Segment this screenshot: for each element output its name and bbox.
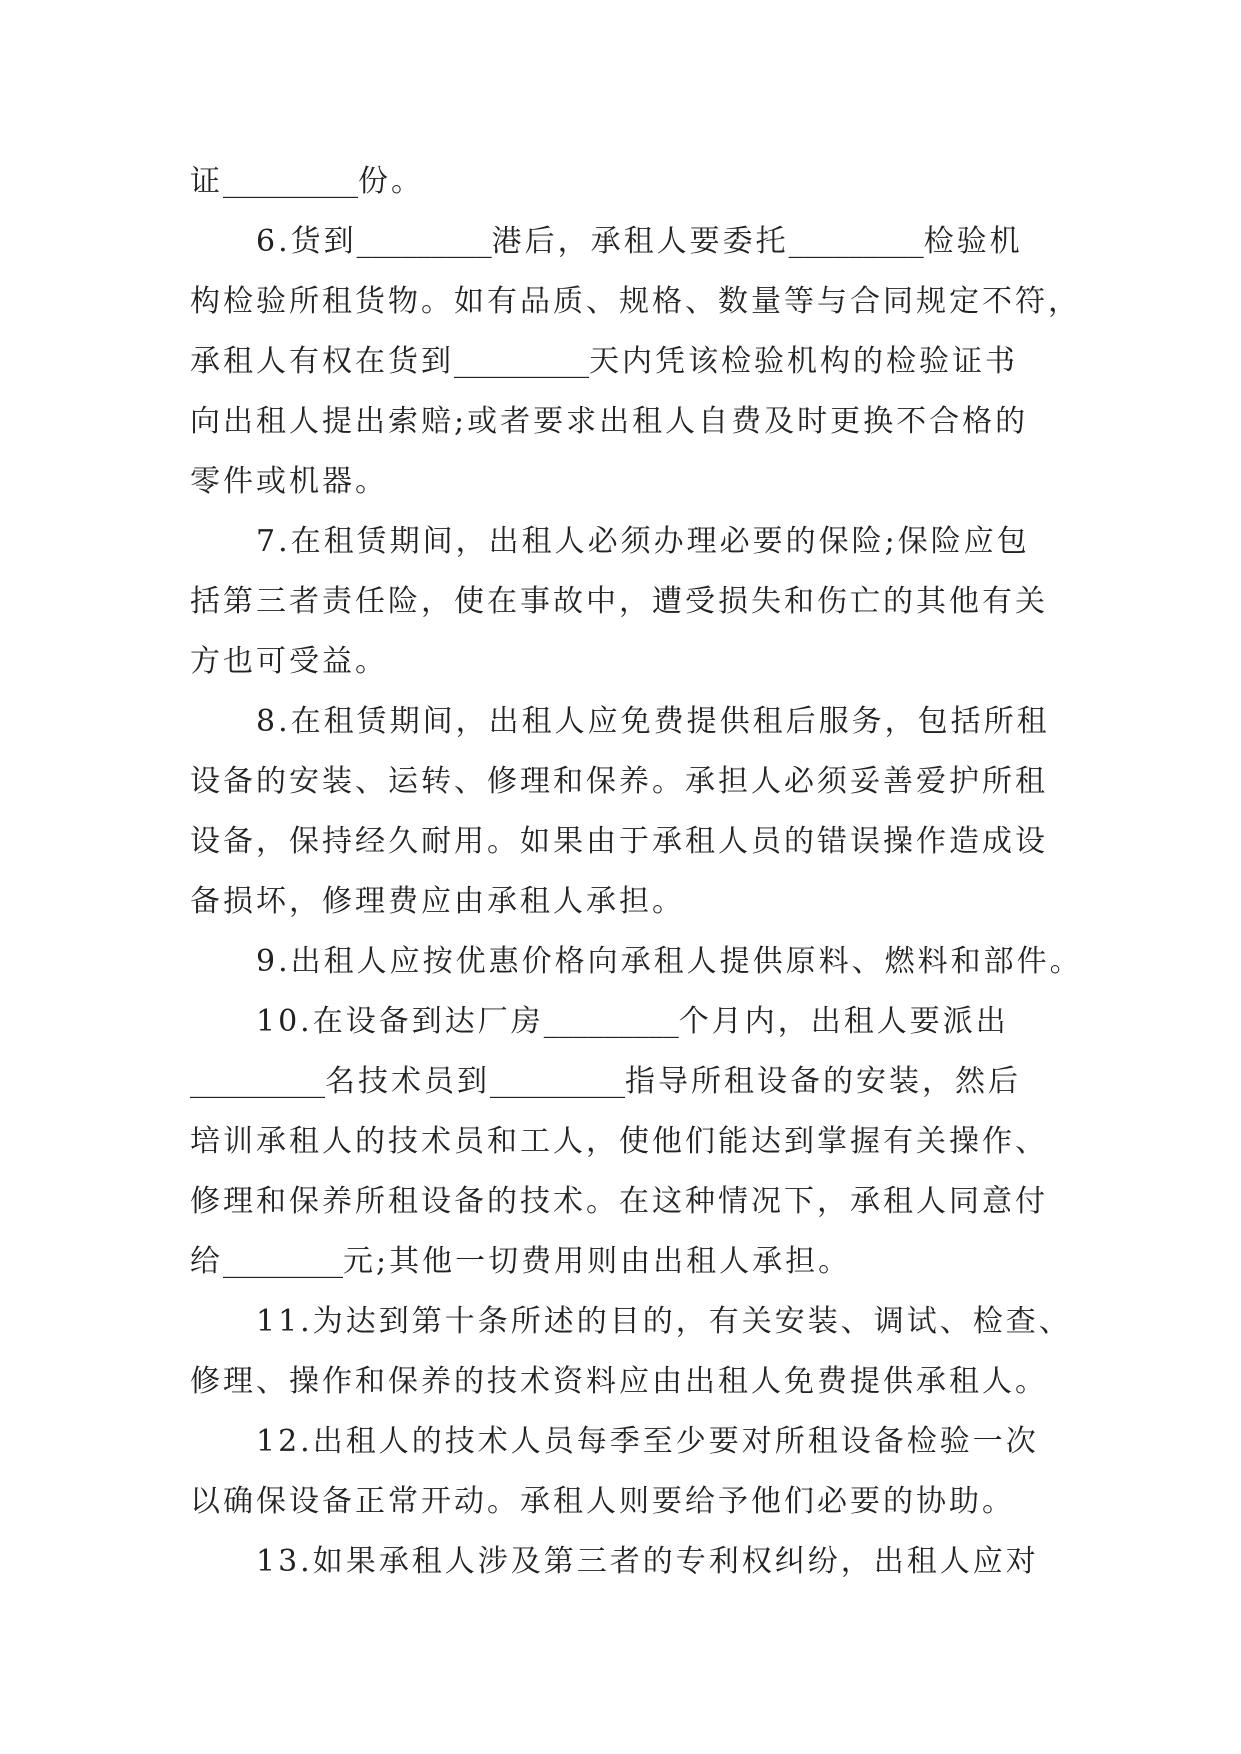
paragraph-continued	[190, 152, 1090, 212]
clause-7	[190, 512, 1090, 692]
text-line: 11.为达到第十条所述的目的，有关安装、调试、检查、	[256, 1304, 1072, 1339]
fill-in-blank: _________	[190, 1064, 325, 1099]
fill-in-blank: _________	[454, 344, 589, 379]
text-line: 10.在设备到达厂房_________个月内，出租人要派出	[256, 1004, 1009, 1039]
text-line: 括第三者责任险，使在事故中，遭受损失和伤亡的其他有关	[190, 584, 1048, 619]
text-line: 12.出租人的技术人员每季至少要对所租设备检验一次	[256, 1424, 1039, 1459]
text-line: 方也可受益。	[190, 644, 388, 679]
clause-9	[190, 932, 1090, 992]
fill-in-blank: ________	[223, 1244, 343, 1279]
text-line: 备损坏，修理费应由承租人承担。	[190, 884, 685, 919]
text-line: 设备的安装、运转、修理和保养。承担人必须妥善爱护所租	[190, 764, 1048, 799]
text-line: 零件或机器。	[190, 464, 388, 499]
text-line: 设备，保持经久耐用。如果由于承租人员的错误操作造成设	[190, 824, 1048, 859]
text-line: 8.在租赁期间，出租人应免费提供租后服务，包括所租	[256, 704, 1050, 739]
fill-in-blank: _________	[788, 224, 924, 259]
text-line: 承租人有权在货到_________天内凭该检验机构的检验证书	[190, 344, 1018, 379]
text-line: 修理和保养所租设备的技术。在这种情况下，承租人同意付	[190, 1184, 1048, 1219]
text-line: 给________元;其他一切费用则由出租人承担。	[190, 1244, 852, 1279]
text-line: 向出租人提出索赔;或者要求出租人自费及时更换不合格的	[190, 404, 1029, 439]
text-line: _________名技术员到_________指导所租设备的安装，然后	[190, 1064, 1021, 1099]
text-line: 修理、操作和保养的技术资料应由出租人免费提供承租人。	[190, 1364, 1048, 1399]
text-line: 13.如果承租人涉及第三者的专利权纠纷，出租人应对	[256, 1544, 1039, 1579]
clause-11	[190, 1292, 1090, 1412]
clause-6	[190, 212, 1090, 512]
fill-in-blank: _________	[490, 1064, 625, 1099]
text-line: 9.出租人应按优惠价格向承租人提供原料、燃料和部件。	[256, 944, 1083, 979]
fill-in-blank: _________	[223, 164, 358, 199]
document-body	[190, 152, 1090, 1592]
text-line: 6.货到_________港后，承租人要委托_________检验机	[256, 224, 1023, 259]
text-line: 证_________份。	[190, 164, 424, 199]
clause-8	[190, 692, 1090, 932]
text-line: 构检验所租货物。如有品质、规格、数量等与合同规定不符，	[190, 284, 1081, 319]
text-line: 以确保设备正常开动。承租人则要给予他们必要的协助。	[190, 1484, 1015, 1519]
clause-10	[190, 992, 1090, 1292]
text-line: 7.在租赁期间，出租人必须办理必要的保险;保险应包	[256, 524, 1030, 559]
fill-in-blank: _________	[543, 1004, 679, 1039]
text-line: 培训承租人的技术员和工人，使他们能达到掌握有关操作、	[190, 1124, 1048, 1159]
clause-13	[190, 1532, 1090, 1592]
fill-in-blank: _________	[356, 224, 492, 259]
clause-12	[190, 1412, 1090, 1532]
